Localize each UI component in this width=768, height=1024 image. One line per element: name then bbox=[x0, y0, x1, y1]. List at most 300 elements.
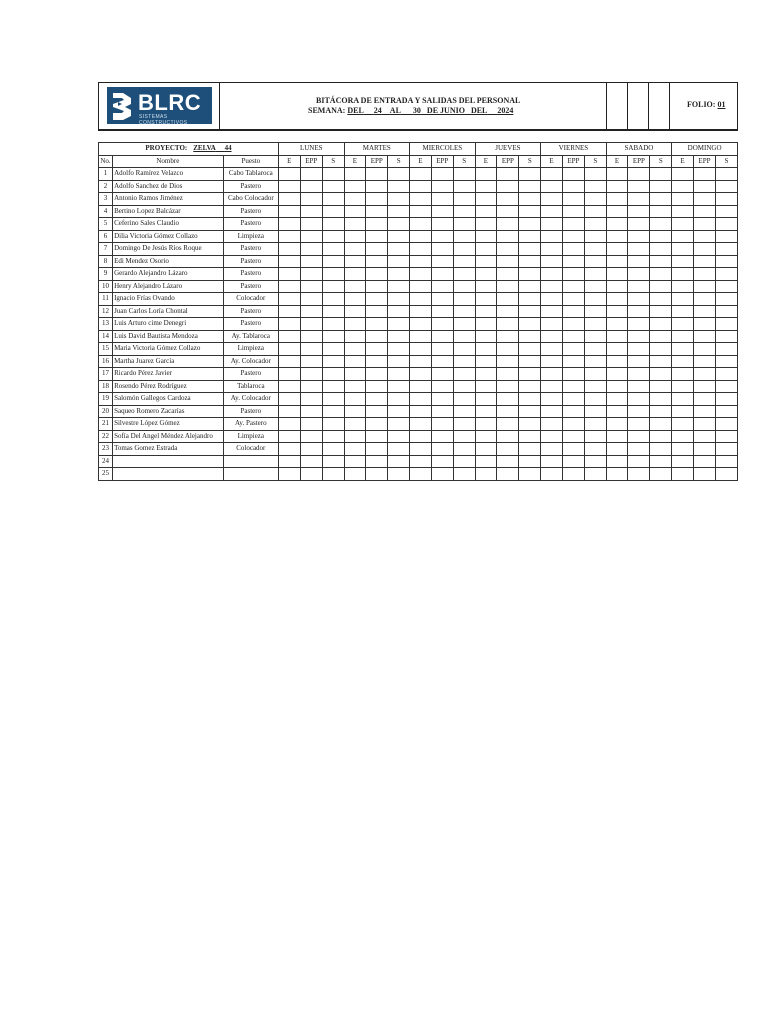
attendance-cell[interactable] bbox=[562, 255, 584, 268]
attendance-cell[interactable] bbox=[716, 430, 738, 443]
attendance-cell[interactable] bbox=[584, 193, 606, 206]
attendance-cell[interactable] bbox=[562, 443, 584, 456]
attendance-cell[interactable] bbox=[322, 243, 344, 256]
attendance-cell[interactable] bbox=[693, 418, 715, 431]
attendance-cell[interactable] bbox=[628, 368, 650, 381]
attendance-cell[interactable] bbox=[431, 305, 453, 318]
attendance-cell[interactable] bbox=[497, 180, 519, 193]
attendance-cell[interactable] bbox=[562, 318, 584, 331]
attendance-cell[interactable] bbox=[431, 168, 453, 181]
attendance-cell[interactable] bbox=[628, 343, 650, 356]
attendance-cell[interactable] bbox=[322, 330, 344, 343]
attendance-cell[interactable] bbox=[650, 330, 672, 343]
attendance-cell[interactable] bbox=[366, 305, 388, 318]
attendance-cell[interactable] bbox=[716, 230, 738, 243]
attendance-cell[interactable] bbox=[453, 205, 475, 218]
attendance-cell[interactable] bbox=[519, 418, 541, 431]
attendance-cell[interactable] bbox=[562, 330, 584, 343]
attendance-cell[interactable] bbox=[672, 418, 694, 431]
attendance-cell[interactable] bbox=[541, 430, 563, 443]
attendance-cell[interactable] bbox=[541, 243, 563, 256]
attendance-cell[interactable] bbox=[322, 430, 344, 443]
attendance-cell[interactable] bbox=[497, 343, 519, 356]
attendance-cell[interactable] bbox=[693, 255, 715, 268]
attendance-cell[interactable] bbox=[388, 418, 410, 431]
attendance-cell[interactable] bbox=[431, 368, 453, 381]
attendance-cell[interactable] bbox=[475, 268, 497, 281]
attendance-cell[interactable] bbox=[410, 455, 432, 468]
attendance-cell[interactable] bbox=[475, 168, 497, 181]
attendance-cell[interactable] bbox=[606, 305, 628, 318]
attendance-cell[interactable] bbox=[672, 318, 694, 331]
attendance-cell[interactable] bbox=[431, 293, 453, 306]
attendance-cell[interactable] bbox=[650, 255, 672, 268]
attendance-cell[interactable] bbox=[300, 393, 322, 406]
attendance-cell[interactable] bbox=[562, 305, 584, 318]
attendance-cell[interactable] bbox=[475, 380, 497, 393]
attendance-cell[interactable] bbox=[344, 393, 366, 406]
attendance-cell[interactable] bbox=[475, 330, 497, 343]
attendance-cell[interactable] bbox=[431, 343, 453, 356]
attendance-cell[interactable] bbox=[716, 243, 738, 256]
attendance-cell[interactable] bbox=[497, 430, 519, 443]
attendance-cell[interactable] bbox=[344, 193, 366, 206]
attendance-cell[interactable] bbox=[650, 268, 672, 281]
attendance-cell[interactable] bbox=[410, 305, 432, 318]
attendance-cell[interactable] bbox=[388, 268, 410, 281]
attendance-cell[interactable] bbox=[606, 218, 628, 231]
attendance-cell[interactable] bbox=[322, 418, 344, 431]
attendance-cell[interactable] bbox=[541, 255, 563, 268]
attendance-cell[interactable] bbox=[716, 468, 738, 481]
attendance-cell[interactable] bbox=[541, 268, 563, 281]
attendance-cell[interactable] bbox=[584, 168, 606, 181]
attendance-cell[interactable] bbox=[366, 380, 388, 393]
attendance-cell[interactable] bbox=[628, 355, 650, 368]
attendance-cell[interactable] bbox=[541, 418, 563, 431]
attendance-cell[interactable] bbox=[584, 468, 606, 481]
attendance-cell[interactable] bbox=[650, 205, 672, 218]
attendance-cell[interactable] bbox=[388, 380, 410, 393]
attendance-cell[interactable] bbox=[322, 268, 344, 281]
attendance-cell[interactable] bbox=[584, 218, 606, 231]
attendance-cell[interactable] bbox=[431, 180, 453, 193]
attendance-cell[interactable] bbox=[541, 380, 563, 393]
attendance-cell[interactable] bbox=[475, 368, 497, 381]
attendance-cell[interactable] bbox=[519, 293, 541, 306]
attendance-cell[interactable] bbox=[628, 205, 650, 218]
attendance-cell[interactable] bbox=[366, 355, 388, 368]
attendance-cell[interactable] bbox=[497, 380, 519, 393]
attendance-cell[interactable] bbox=[628, 255, 650, 268]
attendance-cell[interactable] bbox=[278, 243, 300, 256]
attendance-cell[interactable] bbox=[497, 168, 519, 181]
attendance-cell[interactable] bbox=[278, 193, 300, 206]
attendance-cell[interactable] bbox=[693, 368, 715, 381]
attendance-cell[interactable] bbox=[672, 243, 694, 256]
attendance-cell[interactable] bbox=[475, 180, 497, 193]
attendance-cell[interactable] bbox=[475, 418, 497, 431]
attendance-cell[interactable] bbox=[562, 205, 584, 218]
attendance-cell[interactable] bbox=[650, 318, 672, 331]
attendance-cell[interactable] bbox=[497, 468, 519, 481]
attendance-cell[interactable] bbox=[410, 355, 432, 368]
attendance-cell[interactable] bbox=[322, 230, 344, 243]
attendance-cell[interactable] bbox=[672, 293, 694, 306]
attendance-cell[interactable] bbox=[693, 180, 715, 193]
attendance-cell[interactable] bbox=[431, 268, 453, 281]
attendance-cell[interactable] bbox=[453, 330, 475, 343]
attendance-cell[interactable] bbox=[650, 243, 672, 256]
attendance-cell[interactable] bbox=[366, 268, 388, 281]
attendance-cell[interactable] bbox=[475, 443, 497, 456]
attendance-cell[interactable] bbox=[344, 330, 366, 343]
attendance-cell[interactable] bbox=[672, 368, 694, 381]
attendance-cell[interactable] bbox=[672, 380, 694, 393]
attendance-cell[interactable] bbox=[344, 305, 366, 318]
attendance-cell[interactable] bbox=[322, 280, 344, 293]
attendance-cell[interactable] bbox=[541, 180, 563, 193]
attendance-cell[interactable] bbox=[672, 430, 694, 443]
attendance-cell[interactable] bbox=[431, 443, 453, 456]
attendance-cell[interactable] bbox=[300, 443, 322, 456]
attendance-cell[interactable] bbox=[453, 355, 475, 368]
attendance-cell[interactable] bbox=[562, 343, 584, 356]
attendance-cell[interactable] bbox=[344, 218, 366, 231]
attendance-cell[interactable] bbox=[716, 443, 738, 456]
attendance-cell[interactable] bbox=[693, 330, 715, 343]
attendance-cell[interactable] bbox=[672, 393, 694, 406]
attendance-cell[interactable] bbox=[650, 218, 672, 231]
attendance-cell[interactable] bbox=[497, 243, 519, 256]
attendance-cell[interactable] bbox=[300, 205, 322, 218]
attendance-cell[interactable] bbox=[453, 268, 475, 281]
attendance-cell[interactable] bbox=[606, 343, 628, 356]
attendance-cell[interactable] bbox=[693, 230, 715, 243]
attendance-cell[interactable] bbox=[453, 293, 475, 306]
attendance-cell[interactable] bbox=[366, 205, 388, 218]
attendance-cell[interactable] bbox=[606, 280, 628, 293]
attendance-cell[interactable] bbox=[300, 355, 322, 368]
attendance-cell[interactable] bbox=[584, 393, 606, 406]
attendance-cell[interactable] bbox=[322, 368, 344, 381]
attendance-cell[interactable] bbox=[344, 430, 366, 443]
attendance-cell[interactable] bbox=[300, 218, 322, 231]
attendance-cell[interactable] bbox=[410, 293, 432, 306]
attendance-cell[interactable] bbox=[431, 455, 453, 468]
attendance-cell[interactable] bbox=[322, 380, 344, 393]
attendance-cell[interactable] bbox=[278, 330, 300, 343]
attendance-cell[interactable] bbox=[410, 280, 432, 293]
attendance-cell[interactable] bbox=[453, 168, 475, 181]
attendance-cell[interactable] bbox=[344, 255, 366, 268]
attendance-cell[interactable] bbox=[628, 218, 650, 231]
attendance-cell[interactable] bbox=[497, 305, 519, 318]
attendance-cell[interactable] bbox=[519, 455, 541, 468]
attendance-cell[interactable] bbox=[475, 255, 497, 268]
attendance-cell[interactable] bbox=[388, 355, 410, 368]
attendance-cell[interactable] bbox=[716, 455, 738, 468]
attendance-cell[interactable] bbox=[300, 280, 322, 293]
attendance-cell[interactable] bbox=[606, 418, 628, 431]
attendance-cell[interactable] bbox=[366, 430, 388, 443]
attendance-cell[interactable] bbox=[300, 368, 322, 381]
attendance-cell[interactable] bbox=[366, 468, 388, 481]
attendance-cell[interactable] bbox=[388, 430, 410, 443]
attendance-cell[interactable] bbox=[716, 280, 738, 293]
attendance-cell[interactable] bbox=[716, 205, 738, 218]
attendance-cell[interactable] bbox=[693, 218, 715, 231]
attendance-cell[interactable] bbox=[693, 193, 715, 206]
attendance-cell[interactable] bbox=[410, 405, 432, 418]
attendance-cell[interactable] bbox=[388, 280, 410, 293]
attendance-cell[interactable] bbox=[300, 168, 322, 181]
attendance-cell[interactable] bbox=[388, 343, 410, 356]
attendance-cell[interactable] bbox=[475, 218, 497, 231]
attendance-cell[interactable] bbox=[716, 218, 738, 231]
attendance-cell[interactable] bbox=[672, 193, 694, 206]
attendance-cell[interactable] bbox=[497, 368, 519, 381]
attendance-cell[interactable] bbox=[584, 443, 606, 456]
attendance-cell[interactable] bbox=[562, 418, 584, 431]
attendance-cell[interactable] bbox=[344, 243, 366, 256]
attendance-cell[interactable] bbox=[475, 318, 497, 331]
attendance-cell[interactable] bbox=[475, 243, 497, 256]
attendance-cell[interactable] bbox=[650, 343, 672, 356]
attendance-cell[interactable] bbox=[410, 168, 432, 181]
attendance-cell[interactable] bbox=[672, 305, 694, 318]
attendance-cell[interactable] bbox=[606, 468, 628, 481]
attendance-cell[interactable] bbox=[322, 305, 344, 318]
attendance-cell[interactable] bbox=[562, 380, 584, 393]
attendance-cell[interactable] bbox=[388, 405, 410, 418]
attendance-cell[interactable] bbox=[300, 380, 322, 393]
attendance-cell[interactable] bbox=[388, 305, 410, 318]
attendance-cell[interactable] bbox=[541, 193, 563, 206]
attendance-cell[interactable] bbox=[562, 218, 584, 231]
attendance-cell[interactable] bbox=[475, 230, 497, 243]
attendance-cell[interactable] bbox=[300, 180, 322, 193]
attendance-cell[interactable] bbox=[278, 168, 300, 181]
attendance-cell[interactable] bbox=[519, 468, 541, 481]
attendance-cell[interactable] bbox=[388, 455, 410, 468]
attendance-cell[interactable] bbox=[606, 168, 628, 181]
attendance-cell[interactable] bbox=[606, 443, 628, 456]
attendance-cell[interactable] bbox=[716, 393, 738, 406]
attendance-cell[interactable] bbox=[628, 330, 650, 343]
attendance-cell[interactable] bbox=[562, 430, 584, 443]
attendance-cell[interactable] bbox=[519, 205, 541, 218]
attendance-cell[interactable] bbox=[650, 180, 672, 193]
attendance-cell[interactable] bbox=[584, 243, 606, 256]
attendance-cell[interactable] bbox=[344, 405, 366, 418]
attendance-cell[interactable] bbox=[584, 405, 606, 418]
attendance-cell[interactable] bbox=[650, 230, 672, 243]
attendance-cell[interactable] bbox=[388, 368, 410, 381]
attendance-cell[interactable] bbox=[453, 230, 475, 243]
attendance-cell[interactable] bbox=[606, 405, 628, 418]
attendance-cell[interactable] bbox=[453, 255, 475, 268]
attendance-cell[interactable] bbox=[453, 305, 475, 318]
attendance-cell[interactable] bbox=[672, 168, 694, 181]
attendance-cell[interactable] bbox=[322, 468, 344, 481]
attendance-cell[interactable] bbox=[606, 355, 628, 368]
attendance-cell[interactable] bbox=[541, 393, 563, 406]
attendance-cell[interactable] bbox=[453, 180, 475, 193]
attendance-cell[interactable] bbox=[344, 268, 366, 281]
attendance-cell[interactable] bbox=[344, 455, 366, 468]
attendance-cell[interactable] bbox=[541, 330, 563, 343]
attendance-cell[interactable] bbox=[541, 168, 563, 181]
attendance-cell[interactable] bbox=[431, 468, 453, 481]
attendance-cell[interactable] bbox=[497, 318, 519, 331]
attendance-cell[interactable] bbox=[300, 268, 322, 281]
attendance-cell[interactable] bbox=[672, 255, 694, 268]
attendance-cell[interactable] bbox=[431, 418, 453, 431]
attendance-cell[interactable] bbox=[519, 393, 541, 406]
attendance-cell[interactable] bbox=[562, 293, 584, 306]
attendance-cell[interactable] bbox=[475, 393, 497, 406]
attendance-cell[interactable] bbox=[366, 280, 388, 293]
attendance-cell[interactable] bbox=[431, 380, 453, 393]
attendance-cell[interactable] bbox=[519, 318, 541, 331]
attendance-cell[interactable] bbox=[650, 193, 672, 206]
attendance-cell[interactable] bbox=[453, 218, 475, 231]
attendance-cell[interactable] bbox=[410, 380, 432, 393]
attendance-cell[interactable] bbox=[322, 255, 344, 268]
attendance-cell[interactable] bbox=[519, 255, 541, 268]
attendance-cell[interactable] bbox=[693, 443, 715, 456]
attendance-cell[interactable] bbox=[628, 268, 650, 281]
attendance-cell[interactable] bbox=[519, 268, 541, 281]
attendance-cell[interactable] bbox=[300, 430, 322, 443]
attendance-cell[interactable] bbox=[519, 230, 541, 243]
attendance-cell[interactable] bbox=[278, 180, 300, 193]
attendance-cell[interactable] bbox=[716, 380, 738, 393]
attendance-cell[interactable] bbox=[278, 455, 300, 468]
attendance-cell[interactable] bbox=[693, 393, 715, 406]
attendance-cell[interactable] bbox=[650, 393, 672, 406]
attendance-cell[interactable] bbox=[606, 455, 628, 468]
attendance-cell[interactable] bbox=[366, 255, 388, 268]
attendance-cell[interactable] bbox=[475, 468, 497, 481]
attendance-cell[interactable] bbox=[716, 343, 738, 356]
attendance-cell[interactable] bbox=[519, 218, 541, 231]
attendance-cell[interactable] bbox=[366, 168, 388, 181]
attendance-cell[interactable] bbox=[388, 180, 410, 193]
attendance-cell[interactable] bbox=[693, 243, 715, 256]
attendance-cell[interactable] bbox=[519, 343, 541, 356]
attendance-cell[interactable] bbox=[519, 193, 541, 206]
attendance-cell[interactable] bbox=[453, 380, 475, 393]
attendance-cell[interactable] bbox=[431, 243, 453, 256]
attendance-cell[interactable] bbox=[693, 205, 715, 218]
attendance-cell[interactable] bbox=[322, 193, 344, 206]
attendance-cell[interactable] bbox=[388, 293, 410, 306]
attendance-cell[interactable] bbox=[475, 280, 497, 293]
attendance-cell[interactable] bbox=[410, 343, 432, 356]
attendance-cell[interactable] bbox=[278, 218, 300, 231]
attendance-cell[interactable] bbox=[344, 343, 366, 356]
attendance-cell[interactable] bbox=[366, 318, 388, 331]
attendance-cell[interactable] bbox=[628, 305, 650, 318]
attendance-cell[interactable] bbox=[562, 393, 584, 406]
attendance-cell[interactable] bbox=[497, 293, 519, 306]
attendance-cell[interactable] bbox=[693, 355, 715, 368]
attendance-cell[interactable] bbox=[388, 330, 410, 343]
attendance-cell[interactable] bbox=[388, 243, 410, 256]
attendance-cell[interactable] bbox=[431, 230, 453, 243]
attendance-cell[interactable] bbox=[497, 405, 519, 418]
attendance-cell[interactable] bbox=[628, 380, 650, 393]
attendance-cell[interactable] bbox=[431, 405, 453, 418]
attendance-cell[interactable] bbox=[453, 455, 475, 468]
attendance-cell[interactable] bbox=[410, 330, 432, 343]
attendance-cell[interactable] bbox=[366, 218, 388, 231]
attendance-cell[interactable] bbox=[366, 393, 388, 406]
attendance-cell[interactable] bbox=[497, 268, 519, 281]
attendance-cell[interactable] bbox=[584, 180, 606, 193]
attendance-cell[interactable] bbox=[606, 318, 628, 331]
attendance-cell[interactable] bbox=[716, 355, 738, 368]
attendance-cell[interactable] bbox=[497, 418, 519, 431]
attendance-cell[interactable] bbox=[431, 355, 453, 368]
attendance-cell[interactable] bbox=[716, 405, 738, 418]
attendance-cell[interactable] bbox=[366, 180, 388, 193]
attendance-cell[interactable] bbox=[300, 193, 322, 206]
attendance-cell[interactable] bbox=[628, 193, 650, 206]
attendance-cell[interactable] bbox=[693, 318, 715, 331]
attendance-cell[interactable] bbox=[431, 280, 453, 293]
attendance-cell[interactable] bbox=[322, 218, 344, 231]
attendance-cell[interactable] bbox=[628, 168, 650, 181]
attendance-cell[interactable] bbox=[431, 330, 453, 343]
attendance-cell[interactable] bbox=[344, 180, 366, 193]
attendance-cell[interactable] bbox=[475, 205, 497, 218]
attendance-cell[interactable] bbox=[562, 180, 584, 193]
attendance-cell[interactable] bbox=[300, 468, 322, 481]
attendance-cell[interactable] bbox=[497, 255, 519, 268]
attendance-cell[interactable] bbox=[519, 168, 541, 181]
attendance-cell[interactable] bbox=[519, 443, 541, 456]
attendance-cell[interactable] bbox=[410, 430, 432, 443]
attendance-cell[interactable] bbox=[672, 280, 694, 293]
attendance-cell[interactable] bbox=[366, 193, 388, 206]
attendance-cell[interactable] bbox=[300, 455, 322, 468]
attendance-cell[interactable] bbox=[300, 418, 322, 431]
attendance-cell[interactable] bbox=[497, 355, 519, 368]
attendance-cell[interactable] bbox=[388, 318, 410, 331]
attendance-cell[interactable] bbox=[453, 343, 475, 356]
attendance-cell[interactable] bbox=[628, 443, 650, 456]
attendance-cell[interactable] bbox=[366, 293, 388, 306]
attendance-cell[interactable] bbox=[410, 318, 432, 331]
attendance-cell[interactable] bbox=[388, 468, 410, 481]
attendance-cell[interactable] bbox=[584, 318, 606, 331]
attendance-cell[interactable] bbox=[431, 255, 453, 268]
attendance-cell[interactable] bbox=[410, 268, 432, 281]
attendance-cell[interactable] bbox=[322, 318, 344, 331]
attendance-cell[interactable] bbox=[453, 368, 475, 381]
attendance-cell[interactable] bbox=[278, 230, 300, 243]
attendance-cell[interactable] bbox=[693, 268, 715, 281]
attendance-cell[interactable] bbox=[650, 418, 672, 431]
attendance-cell[interactable] bbox=[716, 268, 738, 281]
attendance-cell[interactable] bbox=[300, 330, 322, 343]
attendance-cell[interactable] bbox=[562, 405, 584, 418]
attendance-cell[interactable] bbox=[606, 243, 628, 256]
attendance-cell[interactable] bbox=[672, 268, 694, 281]
